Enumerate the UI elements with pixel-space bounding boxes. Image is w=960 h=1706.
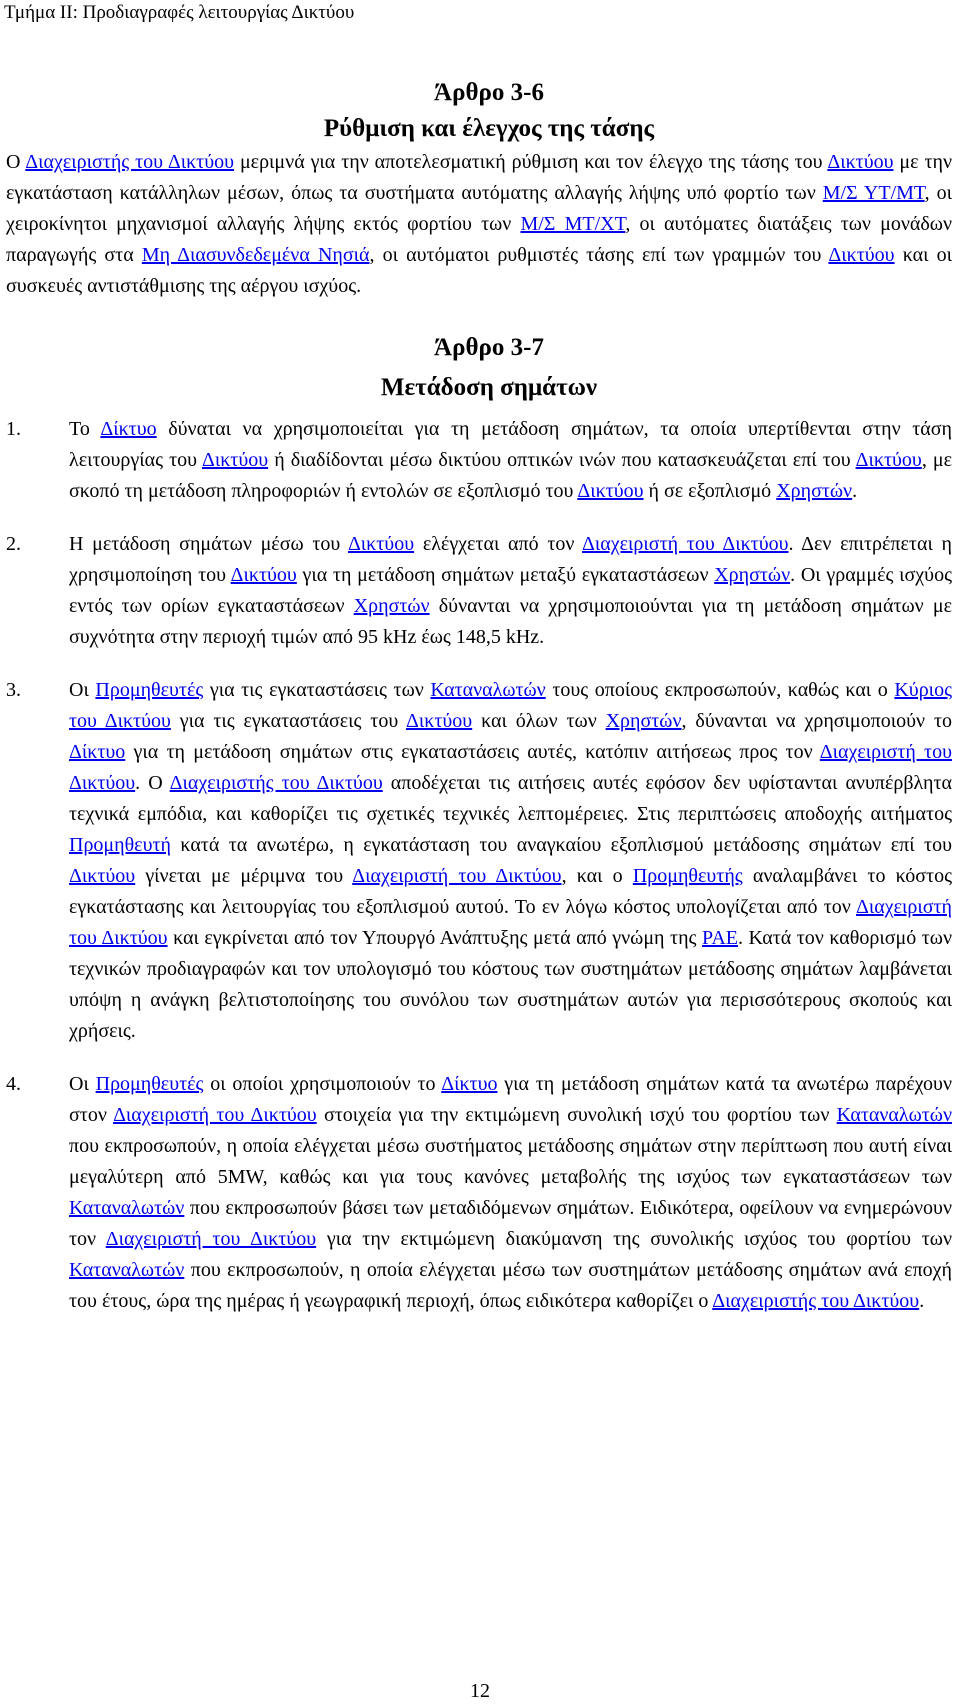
defined-term-link[interactable]: Μ/Σ ΜΤ/ΧΤ	[520, 213, 626, 235]
defined-term-link[interactable]: Μη Διασυνδεδεμένα Νησιά	[141, 244, 370, 266]
text-run: . Ο	[135, 772, 170, 794]
defined-term-link[interactable]: Δικτύου	[828, 244, 895, 266]
defined-term-link[interactable]: Καταναλωτών	[69, 1197, 185, 1219]
defined-term-link[interactable]: Καταναλωτών	[69, 1259, 185, 1281]
text-run: αποδέχεται τις αιτήσεις αυτές εφόσον δεν υφίστανται ανυπέρβλητα τεχνικά εμπόδια, και καθορίζει τις σχετικές τεχνικές λεπτομέρειες. Στις περιπτώσεις αποδοχής αιτήματος	[69, 772, 953, 825]
defined-term-link[interactable]: Δίκτυο	[69, 741, 126, 763]
defined-term-link[interactable]: ΡΑΕ	[702, 927, 738, 949]
text-run: για τις εγκαταστάσεις των	[203, 679, 431, 701]
text-run: μεριμνά για την αποτελεσματική ρύθμιση και τον έλεγχο της τάσης του	[234, 151, 828, 173]
article-3-7-number: Άρθρο 3-7	[434, 334, 544, 361]
text-run: , και ο	[561, 865, 633, 887]
defined-term-link[interactable]: Διαχειριστή του Δικτύου	[352, 865, 562, 887]
list-item-number: 2.	[6, 533, 21, 555]
defined-term-link[interactable]: Δικτύου	[406, 710, 473, 732]
defined-term-link[interactable]: Διαχειριστής του Δικτύου	[25, 151, 235, 173]
defined-term-link[interactable]: Προμηθευτής	[632, 865, 743, 887]
defined-term-link[interactable]: Διαχειριστή του Δικτύου	[69, 896, 952, 949]
text-run: γίνεται με μέριμνα του	[135, 865, 353, 887]
defined-term-link[interactable]: Διαχειριστής του Δικτύου	[169, 772, 383, 794]
defined-term-link[interactable]: Προμηθευτές	[95, 679, 204, 701]
defined-term-link[interactable]: Διαχειριστή του Δικτύου	[113, 1104, 317, 1126]
article-3-6-number: Άρθρο 3-6	[434, 79, 544, 106]
text-run: για τη μετάδοση σημάτων μεταξύ εγκαταστάσεων	[296, 564, 715, 586]
defined-term-link[interactable]: Χρηστών	[776, 480, 853, 502]
defined-term-link[interactable]: Δικτύου	[69, 865, 136, 887]
defined-term-link[interactable]: Κύριος του Δικτύου	[69, 679, 952, 732]
text-run: , με σκοπό τη μετάδοση πληροφοριών ή εντολών σε εξοπλισμό του	[69, 449, 952, 502]
text-run: που εκπροσωπούν, η οποία ελέγχεται μέσω συστήματος μετάδοσης σημάτων στην περίπτωση που αυτή είναι μεγαλύτερη από 5MW, καθώς και για τους κανόνες μεταβολής της ισχύος των εγκαταστάσεων των	[69, 1135, 952, 1188]
article-3-7-title: Μετάδοση σημάτων	[380, 374, 598, 401]
article-3-6-title: Ρύθμιση και έλεγχος της τάσης	[323, 115, 655, 142]
text-run: , οι αυτόματες διατάξεις των μονάδων παραγωγής στα	[6, 213, 953, 266]
defined-term-link[interactable]: Προμηθευτή	[69, 834, 171, 856]
text-run: αναλαμβάνει το κόστος εγκατάστασης και λειτουργίας του εξοπλισμού αυτού. Το εν λόγω κόστος υπολογίζεται από τον	[69, 865, 952, 918]
text-run: που εκπροσωπούν βάσει των μεταδιδόμενων σημάτων. Ειδικότερα, οφείλουν να ενημερώνουν τον	[69, 1197, 952, 1250]
text-run: , οι αυτόματοι ρυθμιστές τάσης επί των γραμμών του	[369, 244, 829, 266]
text-run: για την εκτιμώμενη διακύμανση της συνολικής ισχύος του φορτίου των	[316, 1228, 953, 1250]
defined-term-link[interactable]: Δίκτυο	[100, 418, 157, 440]
defined-term-link[interactable]: Διαχειριστή του Δικτύου	[69, 741, 952, 794]
text-run: .	[852, 480, 858, 502]
list-item	[6, 1069, 952, 1317]
defined-term-link[interactable]: Χρηστών	[714, 564, 791, 586]
running-head: Τμήμα ΙΙ: Προδιαγραφές λειτουργίας Δικτύου	[4, 2, 355, 23]
article-3-7-list	[6, 414, 952, 1317]
list-item-number: 4.	[6, 1073, 21, 1095]
text-run: . Κατά τον καθορισμό των τεχνικών προδιαγραφών και τον υπολογισμό του κόστους των συστημάτων μετάδοσης σημάτων λαμβάνεται υπόψη η ανάγκη βελτιστοποίησης του συνόλου των συστημάτων αυτών για περισσότερους σκοπούς και χρήσεις.	[69, 927, 952, 1042]
text-run: . Οι γραμμές ισχύος εντός των ορίων εγκαταστάσεων	[69, 564, 953, 617]
defined-term-link[interactable]: Δίκτυο	[441, 1073, 498, 1095]
defined-term-link[interactable]: Χρηστών	[353, 595, 430, 617]
defined-term-link[interactable]: Δικτύου	[201, 449, 269, 471]
text-run: δύναται να χρησιμοποιείται για τη μετάδοση σημάτων, τα οποία υπερτίθενται στην τάση λειτουργίας του	[69, 418, 952, 471]
text-run: δύνανται να χρησιμοποιούνται για τη μετάδοση σημάτων με συχνότητα στην περιοχή τιμών από 95 kHz έως 148,5 kHz.	[69, 595, 952, 648]
text-run: . Δεν επιτρέπεται η χρησιμοποίηση του	[69, 533, 952, 586]
text-run: Ο	[6, 151, 26, 173]
article-3-6-paragraph	[6, 147, 952, 302]
list-item	[6, 675, 952, 1047]
text-run: με την εγκατάσταση κατάλληλων μέσων, όπως τα συστήματα αυτόματης αλλαγής λήψης υπό φορτίο των	[6, 151, 953, 204]
defined-term-link[interactable]: Χρηστών	[605, 710, 682, 732]
text-run: .	[919, 1290, 925, 1312]
list-item-number: 3.	[6, 679, 21, 701]
text-run: , δύνανται να χρησιμοποιούν το	[681, 710, 952, 732]
text-run: για τη μετάδοση σημάτων στις εγκαταστάσεις αυτές, κατόπιν αιτήσεως προς τον	[125, 741, 820, 763]
defined-term-link[interactable]: Μ/Σ ΥΤ/ΜΤ	[822, 182, 925, 204]
defined-term-link[interactable]: Διαχειριστή του Δικτύου	[105, 1228, 317, 1250]
text-run: και εγκρίνεται από τον Υπουργό Ανάπτυξης μετά από γνώμη της	[167, 927, 703, 949]
list-item	[6, 414, 952, 507]
text-run: Οι	[69, 679, 96, 701]
defined-term-link[interactable]: Δικτύου	[855, 449, 922, 471]
page-number: 12	[470, 1680, 490, 1702]
defined-term-link[interactable]: Δικτύου	[577, 480, 644, 502]
text-run: ή διαδίδονται μέσω δικτύου οπτικών ινών που κατασκευάζεται επί του	[268, 449, 856, 471]
text-run: Οι	[69, 1073, 96, 1095]
page-content	[6, 75, 952, 1339]
defined-term-link[interactable]: Καταναλωτών	[836, 1104, 952, 1126]
list-item-number: 1.	[6, 418, 21, 440]
text-run: κατά τα ανωτέρω, η εγκατάσταση του αναγκαίου εξοπλισμού μετάδοσης σημάτων επί του	[170, 834, 952, 856]
defined-term-link[interactable]: Δικτύου	[827, 151, 894, 173]
text-run: ή σε εξοπλισμό	[643, 480, 777, 502]
defined-term-link[interactable]: Διαχειριστής του Δικτύου	[712, 1290, 920, 1312]
text-run: οι οποίοι χρησιμοποιούν το	[203, 1073, 442, 1095]
text-run: Η μετάδοση σημάτων μέσω του	[69, 533, 348, 555]
defined-term-link[interactable]: Δικτύου	[230, 564, 297, 586]
text-run: και οι συσκευές αντιστάθμισης της αέργου ισχύος.	[6, 244, 953, 297]
text-run: , οι χειροκίνητοι μηχανισμοί αλλαγής λήψης εκτός φορτίου των	[6, 182, 952, 235]
defined-term-link[interactable]: Διαχειριστή του Δικτύου	[582, 533, 789, 555]
text-run: και όλων των	[472, 710, 606, 732]
defined-term-link[interactable]: Δικτύου	[347, 533, 415, 555]
text-run: ελέγχεται από τον	[414, 533, 583, 555]
defined-term-link[interactable]: Προμηθευτές	[95, 1073, 204, 1095]
list-item	[6, 529, 952, 653]
text-run: Το	[69, 418, 101, 440]
text-run: που εκπροσωπούν, η οποία ελέγχεται μέσω των συστημάτων μετάδοσης σημάτων ανά εποχή του έτους, ώρα της ημέρας ή γεωγραφική περιοχή, όπως ειδικότερα καθορίζει ο	[69, 1259, 952, 1312]
text-run: στοιχεία για την εκτιμώμενη συνολική ισχύ του φορτίου των	[316, 1104, 837, 1126]
text-run: τους οποίους εκπροσωπούν, καθώς και ο	[545, 679, 895, 701]
defined-term-link[interactable]: Καταναλωτών	[430, 679, 546, 701]
text-run: για τις εγκαταστάσεις του	[170, 710, 407, 732]
text-run: για τη μετάδοση σημάτων κατά τα ανωτέρω παρέχουν στον	[69, 1073, 952, 1126]
